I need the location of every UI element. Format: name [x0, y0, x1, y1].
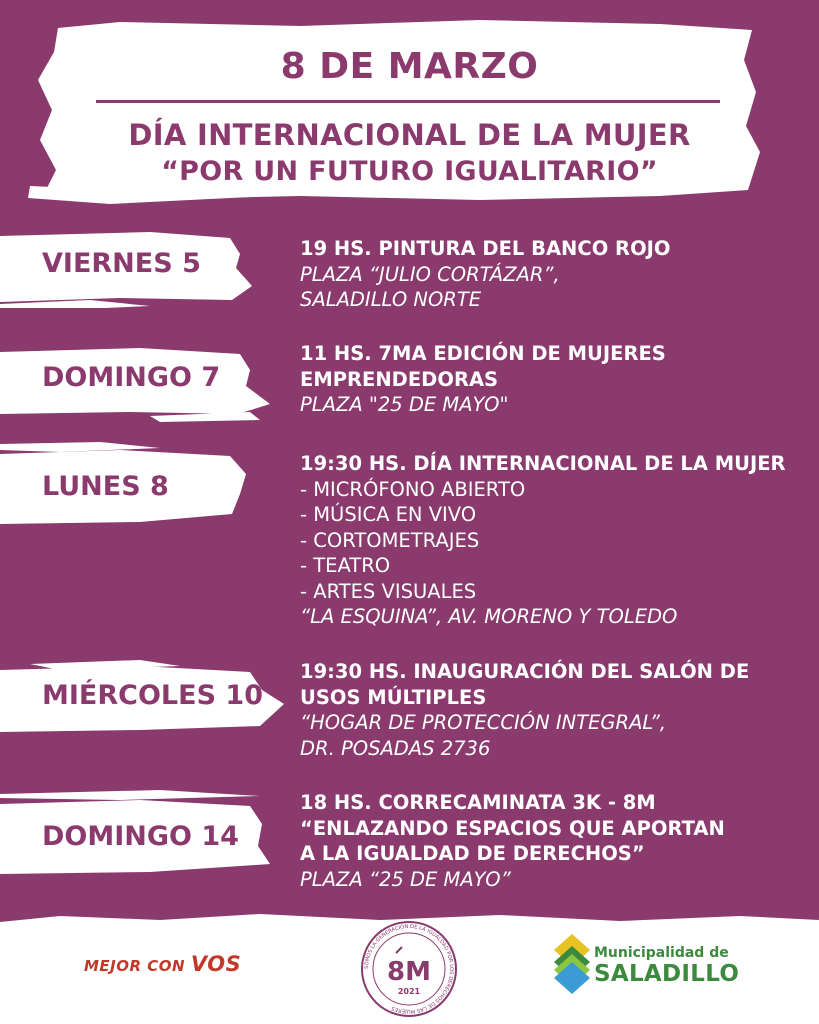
title-divider [96, 100, 720, 103]
event-lunes-8 [300, 451, 805, 630]
poster-date-title: 8 DE MARZO [280, 46, 539, 87]
event-viernes-5 [300, 236, 805, 313]
event-title: EMPRENDEDORAS [300, 367, 499, 391]
event-location: PLAZA "25 DE MAYO" [300, 393, 509, 416]
event-activity-item: - MÚSICA EN VIVO [300, 503, 477, 526]
event-location: PLAZA “25 DE MAYO” [300, 867, 511, 891]
day-label-domingo-7: DOMINGO 7 [42, 362, 221, 393]
event-title: USOS MÚLTIPLES [300, 685, 487, 709]
event-title: 18 HS. CORRECAMINATA 3K - 8M [300, 791, 656, 814]
event-location: SALADILLO NORTE [300, 288, 482, 311]
event-title: 19 HS. PINTURA DEL BANCO ROJO [300, 237, 671, 260]
poster-subtitle: “POR UN FUTURO IGUALITARIO” [161, 156, 658, 187]
day-label-miercoles-10: MIÉRCOLES 10 [42, 680, 263, 711]
event-location: “HOGAR DE PROTECCIÓN INTEGRAL”, [300, 711, 667, 734]
event-title: 19:30 HS. INAUGURACIÓN DEL SALÓN DE [300, 660, 750, 683]
day-label-lunes-8: LUNES 8 [42, 471, 169, 502]
badge-year: 2021 [397, 987, 421, 996]
event-location: “LA ESQUINA”, AV. MORENO Y TOLEDO [300, 605, 678, 628]
event-miercoles-10 [300, 659, 805, 761]
poster-title: DÍA INTERNACIONAL DE LA MUJER [128, 118, 691, 152]
municipality-name-line1: Municipalidad de [594, 945, 729, 961]
event-location: DR. POSADAS 2736 [300, 736, 491, 760]
event-activity-item: - ARTES VISUALES [300, 579, 477, 603]
event-domingo-7 [300, 341, 805, 418]
8m-badge-logo [360, 920, 458, 1018]
slogan-emphasis: VOS [190, 952, 242, 976]
event-location: PLAZA “JULIO CORTÁZAR”, [300, 262, 560, 286]
day-label-domingo-14: DOMINGO 14 [42, 821, 239, 852]
slogan-logo [84, 952, 241, 976]
event-title: 19:30 HS. DÍA INTERNACIONAL DE LA MUJER [300, 452, 786, 475]
municipality-logo-icon [552, 932, 592, 996]
day-label-viernes-5: VIERNES 5 [42, 248, 201, 279]
event-domingo-14 [300, 790, 805, 892]
badge-main-text: 8M [387, 957, 431, 987]
event-title: 11 HS. 7MA EDICIÓN DE MUJERES [300, 342, 666, 365]
municipality-name-line2: SALADILLO [594, 961, 740, 987]
event-activity-item: - TEATRO [300, 554, 391, 577]
event-activity-item: - CORTOMETRAJES [300, 528, 480, 552]
badge-ring-text: SOMOS LA GENERACIÓN DE LA IGUALDAD POR LOS DERECHOS DE LAS MUJERES [363, 923, 455, 1015]
slogan-text: MEJOR CON [84, 957, 191, 975]
event-title: A LA IGUALDAD DE DERECHOS” [300, 842, 645, 865]
event-activity-item: - MICRÓFONO ABIERTO [300, 477, 526, 501]
event-title: “ENLAZANDO ESPACIOS QUE APORTAN [300, 816, 725, 840]
